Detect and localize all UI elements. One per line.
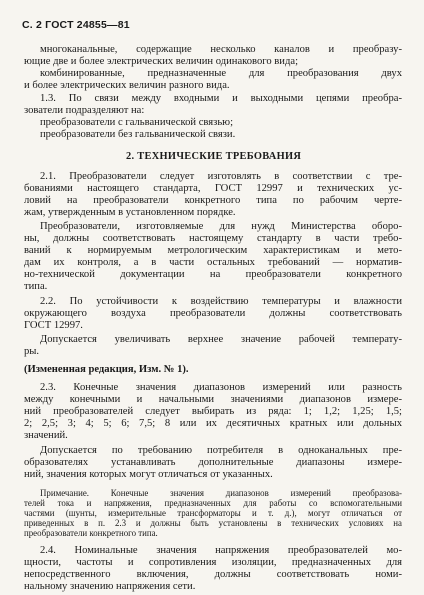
text-line: преобразователи с гальванической связью; [40, 117, 234, 128]
text-line: но-технической документации на преобразователи конкретного [24, 269, 402, 280]
note-line: телей тока и напряжения, предназначенных для работы со вспомогательными [24, 498, 402, 508]
note-line: Примечание. Конечные значения диапазонов измерений преобразова- [40, 488, 402, 498]
text-line: дам их контроля, а в части остальных требований — норматив- [24, 257, 402, 268]
text-line: между конечными и начальными значениями диапазонов измере- [24, 394, 402, 405]
text-line: ваний к нормируемым метрологическим характеристикам и мето- [24, 245, 402, 256]
text-line: непосредственного включения, должны соответствовать номи- [24, 569, 402, 580]
text-line: бованиями настоящего стандарта, ГОСТ 12997 и технических ус- [24, 183, 402, 194]
page-header: С. 2 ГОСТ 24855—81 [22, 19, 130, 31]
text-line: нальному значению напряжения сети. [24, 581, 196, 592]
text-line: Преобразователи, изготовляемые для нужд Министерства оборо- [40, 221, 402, 232]
text-line: 2.4. Номинальные значения напряжения преобразователей мо- [40, 545, 402, 556]
note-line: преобразователи конкретного типа. [24, 528, 158, 538]
note-line: приведенных в п. 2.3 и должны быть установлены в технических условиях на [24, 518, 402, 528]
text-line: Допускается увеличивать верхнее значение рабочей температу- [40, 334, 402, 345]
text-line: ГОСТ 12997. [24, 320, 83, 331]
text-line: значений. [24, 430, 68, 441]
text-line: 2.2. По устойчивости к воздействию температуры и влажности [40, 296, 402, 307]
text-line: 2.1. Преобразователи следует изготовлять в соответствии с тре- [40, 171, 402, 182]
text-line: 1.3. По связи между входными и выходными цепями преобра- [40, 93, 402, 104]
text-line: жам, утвержденным в установленном порядке. [24, 207, 236, 218]
text-line: типа. [24, 281, 48, 292]
text-line: зователи подразделяют на: [24, 105, 145, 116]
section-heading: 2. ТЕХНИЧЕСКИЕ ТРЕБОВАНИЯ [126, 151, 302, 162]
text-line: ры. [24, 346, 40, 357]
note-line: частями (шунты, измерительные трансформаторы и т. д.), могут отличаться от [24, 508, 402, 518]
text-line: многоканальные, содержащие несколько каналов и преобразу- [40, 44, 402, 55]
text-line: и более электрических величин разного вида. [24, 80, 230, 91]
text-line: ющие две и более электрических величин одинакового вида; [24, 56, 299, 67]
text-line: щности, частоты и сопротивления изоляции, предназначенных для [24, 557, 402, 568]
text-line: ний, значения которых могут отличаться от указанных. [24, 469, 273, 480]
text-line: ний преобразователей следует выбирать из ряда: 1; 1,2; 1,25; 1,5; [24, 406, 402, 417]
text-line: 2.3. Конечные значения диапазонов измерений или разность [40, 382, 402, 393]
text-line: окружающего воздуха преобразователи должны соответствовать [24, 308, 402, 319]
text-line: ловий на преобразователи конкретного типа по рабочим черте- [24, 195, 402, 206]
text-line: преобразователи без гальванической связи. [40, 129, 236, 140]
amendment-note: (Измененная редакция, Изм. № 1). [24, 364, 189, 375]
text-line: 2; 2,5; 3; 4; 5; 6; 7,5; 8 или их десятичных кратных или дольных [24, 418, 402, 429]
text-line: комбинированные, предназначенные для преобразования двух [40, 68, 402, 79]
text-line: Допускается по требованию потребителя в одноканальных пре- [40, 445, 402, 456]
text-line: образователях устанавливать дополнительные диапазоны измере- [24, 457, 402, 468]
text-line: ны, должны соответствовать настоящему стандарту в части требо- [24, 233, 402, 244]
